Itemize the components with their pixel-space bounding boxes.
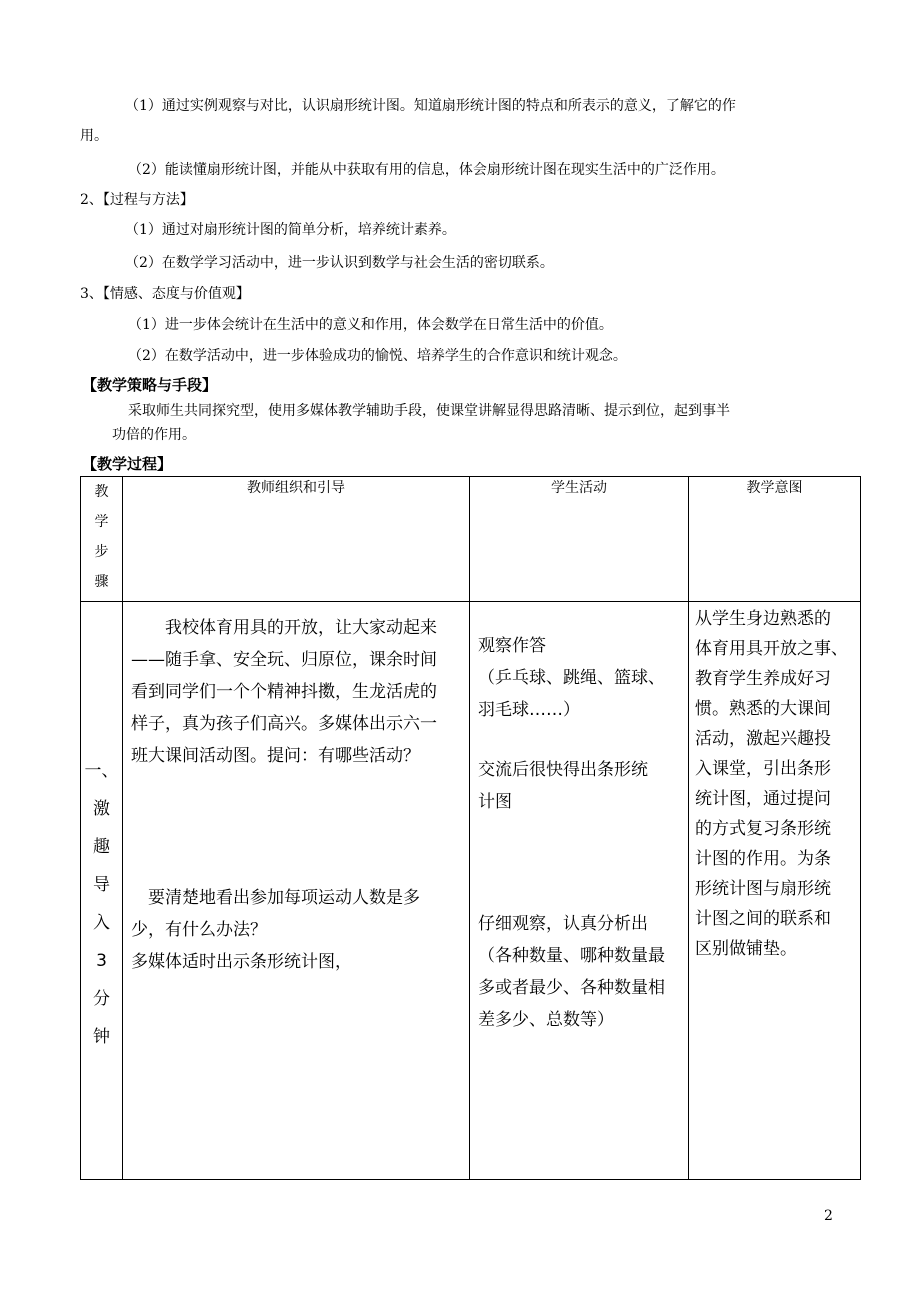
intent-line: 的方式复习条形统 [695,819,831,839]
teaching-process-table [80,476,861,1180]
step-char: 入 [93,913,110,933]
table-row [81,602,861,1180]
objective-5: （1）进一步体会统计在生活中的意义和作用，体会数学在日常生活中的价值。 [128,317,613,333]
student-line: 仔细观察，认真分析出 [478,914,648,934]
header-step [81,477,123,602]
intent-line: 计图之间的联系和 [695,909,831,929]
step-char: 一、 [84,761,119,781]
objective-4: （2）在数学学习活动中，进一步认识到数学与社会生活的密切联系。 [125,255,554,271]
student-line: （乒乓球、跳绳、篮球、 [478,668,665,688]
student-line: 交流后很快得出条形统 [478,760,648,780]
step-char: 导 [93,875,110,895]
teacher-line: 要清楚地看出参加每项运动人数是多 [131,888,420,908]
heading-strategy: 【教学策略与手段】 [82,376,218,394]
strategy-line1: 采取师生共同探究型，使用多媒体教学辅助手段，使课堂讲解显得思路清晰、提示到位，起到事半 [128,403,730,419]
intent-line: 从学生身边熟悉的 [695,609,831,629]
step-cell [81,602,123,1180]
heading-process-method: 2、【过程与方法】 [80,192,194,208]
objective-3: （1）通过对扇形统计图的简单分析，培养统计素养。 [125,222,456,238]
step-char: 趣 [93,837,110,857]
page-number: 2 [824,1208,833,1224]
heading-emotion-values: 3、【情感、态度与价值观】 [80,286,250,302]
teacher-line: 少，有什么办法？ [131,920,267,940]
intent-line: 入课堂，引出条形 [695,759,831,779]
teacher-line: 样子，真为孩子们高兴。多媒体出示六一 [131,714,437,734]
student-line: 计图 [478,792,512,812]
header-student: 学生活动 [470,477,689,602]
step-char: 分 [93,989,110,1009]
intent-line: 计图的作用。为条 [695,849,831,869]
header-intent: 教学意图 [689,477,861,602]
header-step-char: 骤 [94,574,109,590]
student-line: 观察作答 [478,636,546,656]
intent-line: 教育学生养成好习 [695,669,831,689]
step-char: 3 [96,951,107,971]
teacher-line: 我校体育用具的开放，让大家动起来 [131,618,437,638]
teacher-line: 多媒体适时出示条形统计图， [131,952,352,972]
teacher-line: 班大课间活动图。提问：有哪些活动？ [131,746,420,766]
objective-6: （2）在数学活动中，进一步体验成功的愉悦、培养学生的合作意识和统计观念。 [128,348,627,364]
objective-1-line1: （1）通过实例观察与对比，认识扇形统计图。知道扇形统计图的特点和所表示的意义，了解它的作 [125,98,736,114]
intent-line: 形统计图与扇形统 [695,879,831,899]
header-step-char: 学 [94,514,109,530]
teacher-line: 看到同学们一个个精神抖擞，生龙活虎的 [131,682,437,702]
intent-line: 活动，激起兴趣投 [695,729,831,749]
table-header-row [81,477,861,602]
heading-teaching-process: 【教学过程】 [82,455,173,473]
header-step-char: 教 [94,484,109,500]
student-cell [470,602,689,1180]
teacher-cell [123,602,470,1180]
student-line: 多或者最少、各种数量相 [478,978,665,998]
step-char: 激 [93,799,110,819]
intent-line: 统计图，通过提问 [695,789,831,809]
objective-2: （2）能读懂扇形统计图，并能从中获取有用的信息，体会扇形统计图在现实生活中的广泛作用。 [128,162,725,178]
step-char: 钟 [93,1027,110,1047]
student-line: 羽毛球……） [478,700,580,720]
intent-line: 惯。熟悉的大课间 [695,699,831,719]
intent-line: 区别做铺垫。 [695,939,797,959]
header-teacher: 教师组织和引导 [123,477,470,602]
student-line: 差多少、总数等） [478,1010,614,1030]
teacher-line: ——随手拿、安全玩、归原位，课余时间 [131,650,437,670]
student-line: （各种数量、哪种数量最 [478,946,665,966]
intent-cell [689,602,861,1180]
strategy-line2: 功倍的作用。 [112,427,196,443]
intent-line: 体育用具开放之事、 [695,639,848,659]
objective-1-line2: 用。 [80,128,108,144]
header-step-char: 步 [94,544,109,560]
